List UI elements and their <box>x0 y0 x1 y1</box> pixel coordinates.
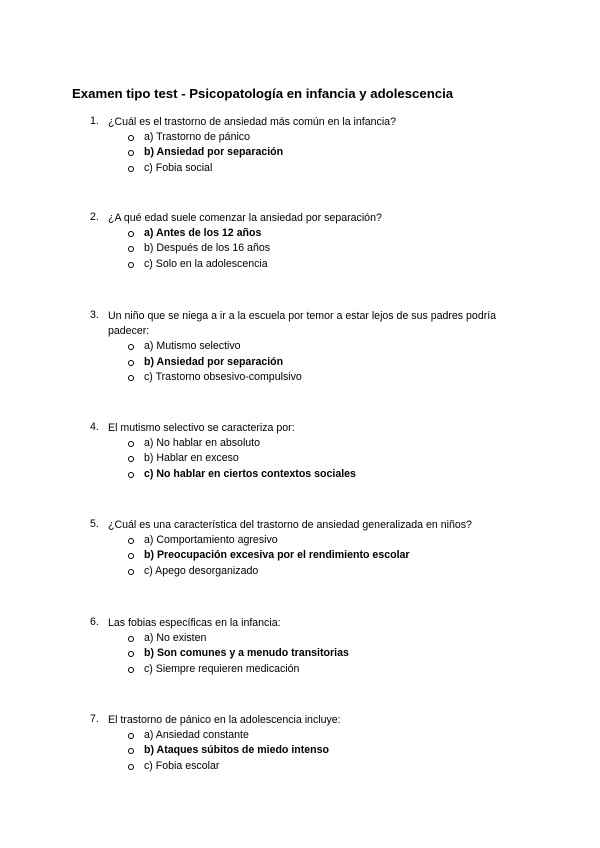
question-6 <box>90 616 530 677</box>
question-7 <box>90 713 530 774</box>
option-list <box>90 533 530 579</box>
question-text: ¿A qué edad suele comenzar la ansiedad por separación? <box>108 212 382 224</box>
option-c: c) Trastorno obsesivo-compulsivo <box>144 370 530 385</box>
question-number: 5. <box>90 518 99 530</box>
option-c: c) Siempre requieren medicación <box>144 662 530 677</box>
question-text: ¿Cuál es el trastorno de ansiedad más común en la infancia? <box>108 116 396 128</box>
circle-bullet-icon <box>128 472 134 478</box>
option-c: c) No hablar en ciertos contextos sociales <box>144 467 530 482</box>
question-number: 6. <box>90 616 99 628</box>
circle-bullet-icon <box>128 667 134 673</box>
circle-bullet-icon <box>128 360 134 366</box>
circle-bullet-icon <box>128 733 134 739</box>
option-list <box>90 130 530 176</box>
circle-bullet-icon <box>128 150 134 156</box>
circle-bullet-icon <box>128 441 134 447</box>
circle-bullet-icon <box>128 636 134 642</box>
circle-bullet-icon <box>128 135 134 141</box>
circle-bullet-icon <box>128 764 134 770</box>
option-list <box>90 436 530 482</box>
option-list <box>90 339 530 385</box>
option-b: b) Ansiedad por separación <box>144 145 530 160</box>
question-number: 2. <box>90 211 99 223</box>
circle-bullet-icon <box>128 456 134 462</box>
option-b: b) Después de los 16 años <box>144 241 530 256</box>
circle-bullet-icon <box>128 246 134 252</box>
circle-bullet-icon <box>128 262 134 268</box>
circle-bullet-icon <box>128 375 134 381</box>
option-b: b) Son comunes y a menudo transitorias <box>144 646 530 661</box>
question-text: El mutismo selectivo se caracteriza por: <box>108 422 295 434</box>
question-text: Las fobias específicas en la infancia: <box>108 617 281 629</box>
question-number: 4. <box>90 421 99 433</box>
option-list <box>90 631 530 677</box>
circle-bullet-icon <box>128 166 134 172</box>
circle-bullet-icon <box>128 569 134 575</box>
circle-bullet-icon <box>128 231 134 237</box>
page-title: Examen tipo test - Psicopatología en infancia y adolescencia <box>72 86 454 101</box>
circle-bullet-icon <box>128 553 134 559</box>
option-a: a) Trastorno de pánico <box>144 130 530 145</box>
option-a: a) No hablar en absoluto <box>144 436 530 451</box>
question-5 <box>90 518 530 579</box>
option-a: a) No existen <box>144 631 530 646</box>
option-b: b) Ataques súbitos de miedo intenso <box>144 743 530 758</box>
option-c: c) Apego desorganizado <box>144 564 530 579</box>
option-a: a) Antes de los 12 años <box>144 226 530 241</box>
circle-bullet-icon <box>128 651 134 657</box>
option-a: a) Mutismo selectivo <box>144 339 530 354</box>
question-2 <box>90 211 530 272</box>
option-list <box>90 226 530 272</box>
question-1 <box>90 115 530 176</box>
circle-bullet-icon <box>128 748 134 754</box>
question-text: Un niño que se niega a ir a la escuela por temor a estar lejos de sus padres podría padecer: <box>108 310 497 338</box>
option-c: c) Fobia escolar <box>144 759 530 774</box>
option-a: a) Ansiedad constante <box>144 728 530 743</box>
option-c: c) Fobia social <box>144 161 530 176</box>
option-b: b) Hablar en exceso <box>144 451 530 466</box>
question-text: El trastorno de pánico en la adolescencia incluye: <box>108 714 341 726</box>
option-list <box>90 728 530 774</box>
question-text: ¿Cuál es una característica del trastorno de ansiedad generalizada en niños? <box>108 519 472 531</box>
option-c: c) Solo en la adolescencia <box>144 257 530 272</box>
option-b: b) Ansiedad por separación <box>144 355 530 370</box>
option-b: b) Preocupación excesiva por el rendimiento escolar <box>144 548 530 563</box>
circle-bullet-icon <box>128 344 134 350</box>
question-3 <box>90 309 530 385</box>
circle-bullet-icon <box>128 538 134 544</box>
question-4 <box>90 421 530 482</box>
question-number: 3. <box>90 309 99 321</box>
question-number: 7. <box>90 713 99 725</box>
option-a: a) Comportamiento agresivo <box>144 533 530 548</box>
question-number: 1. <box>90 115 99 127</box>
